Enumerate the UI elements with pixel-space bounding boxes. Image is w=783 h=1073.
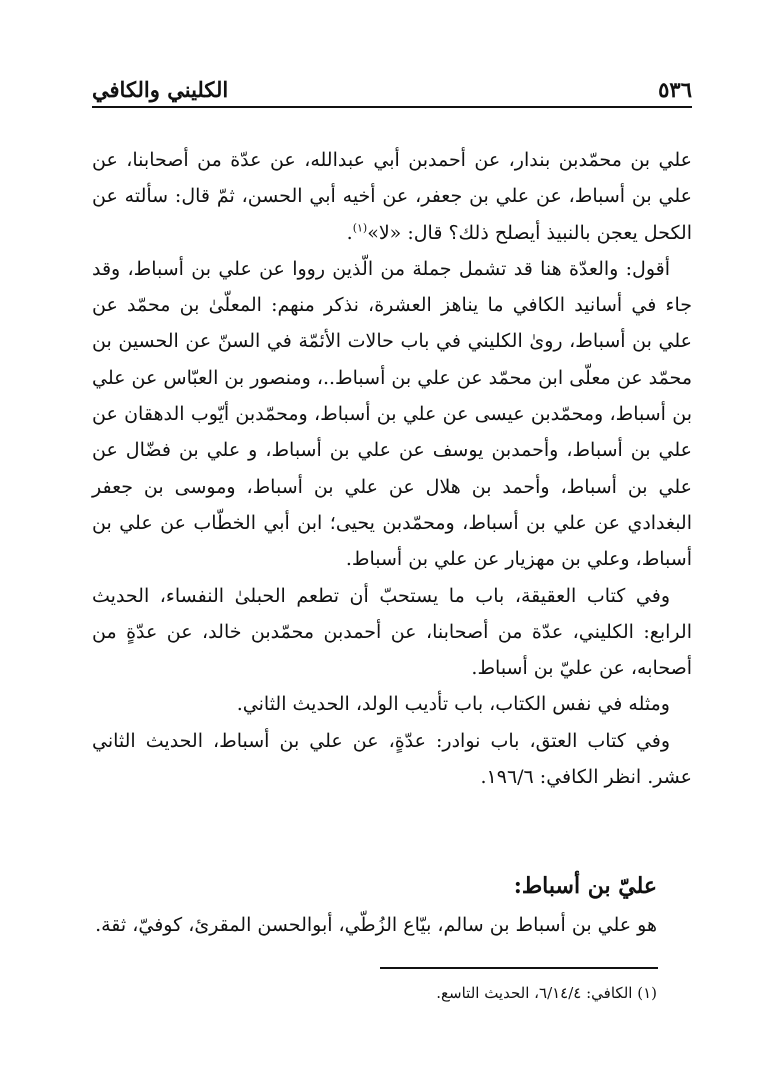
paragraph-isnad-end: . — [346, 221, 353, 244]
page-number: ٥٣٦ — [658, 77, 692, 102]
page-header — [92, 68, 692, 108]
paragraph-commentary: أقول: والعدّة هنا قد تشمل جملة من الّذين رووا عن علي بن أسباط، وقد جاء في أسانيد الكافي ما يناهز العشرة، نذكر منهم: المعلّىٰ بن محمّد عن علي بن أسباط، روىٰ الكليني في باب حالات الأئمّة في السنّ عن الحسين بن محمّد عن معلّى ابن محمّد عن علي بن أسباط..، ومنصور بن العبّاس عن علي بن أسباط، ومحمّدبن عيسى عن علي بن أسباط، ومحمّدبن أيّوب الدهقان عن علي بن أسباط، وأحمدبن يوسف عن علي بن أسباط، و علي بن فضّال عن علي بن أسباط، وأحمد بن هلال عن علي بن أسباط، وموسى بن جعفر البغدادي عن علي بن أسباط، ومحمّدبن يحيى؛ ابن أبي الخطّاب عن علي بن أسباط، وعلي بن مهزيار عن علي بن أسباط. — [92, 257, 692, 571]
paragraph-tadib: ومثله في نفس الكتاب، باب تأديب الولد، الحديث الثاني. — [236, 693, 670, 716]
paragraph-isnad-text: علي بن محمّدبن بندار، عن أحمدبن أبي عبدالله، عن عدّة من أصحابنا، عن علي بن أسباط، عن علي بن جعفر، عن أخيه أبي الحسن، ثمّ قال: سألته عن الكحل يعجن بالنبيذ أيصلح ذلك؟ قال: «لا» — [92, 149, 692, 244]
section-heading: عليّ بن أسباط: — [513, 873, 657, 899]
paragraph-isnad — [92, 142, 692, 251]
footnote: (١) الكافي: ٦/١٤/٤، الحديث التاسع. — [436, 984, 657, 1002]
paragraph-aqiqa: وفي كتاب العقيقة، باب ما يستحبّ أن تطعم الحبلىٰ النفساء، الحديث الرابع: الكليني، عدّة من أصحابنا، عن أحمدبن محمّدبن خالد، عن عدّةٍ من أصحابه، عن عليّ بن أسباط. — [92, 584, 692, 680]
footnote-divider — [380, 967, 658, 969]
main-text — [92, 142, 692, 795]
paragraph-itq: وفي كتاب العتق، باب نوادر: عدّةٍ، عن علي بن أسباط، الحديث الثاني عشر. انظر الكافي: ١٩٦/٦. — [92, 729, 692, 789]
running-title: الكليني والكافي — [92, 77, 229, 102]
footnote-ref: (١) — [352, 221, 368, 235]
section-text: هو علي بن أسباط بن سالم، بيّاع الزُطّي، أبوالحسن المقرئ، كوفيّ، ثقة. — [95, 914, 657, 936]
